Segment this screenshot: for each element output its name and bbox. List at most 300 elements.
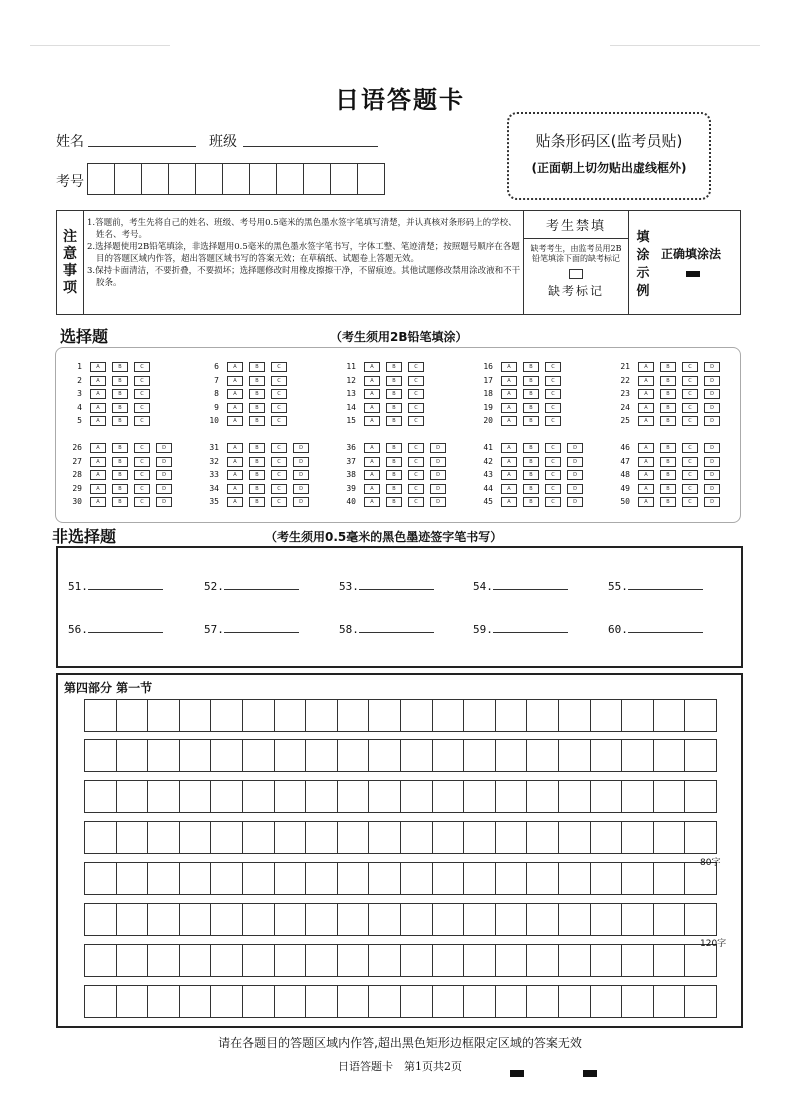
- mc-option-bubble[interactable]: C: [408, 376, 424, 386]
- mc-option-bubble[interactable]: D: [430, 443, 446, 453]
- essay-grid-cell[interactable]: [685, 904, 716, 935]
- essay-grid-cell[interactable]: [559, 700, 591, 731]
- mc-option-bubble[interactable]: A: [501, 443, 517, 453]
- essay-grid-cell[interactable]: [559, 863, 591, 894]
- mc-option-bubble[interactable]: A: [638, 457, 654, 467]
- fill-blank[interactable]: [608, 579, 703, 593]
- mc-option-bubble[interactable]: D: [704, 470, 720, 480]
- mc-option-bubble[interactable]: B: [112, 376, 128, 386]
- mc-option-bubble[interactable]: B: [386, 457, 402, 467]
- mc-option-bubble[interactable]: D: [293, 457, 309, 467]
- mc-option-bubble[interactable]: A: [364, 484, 380, 494]
- mc-option-bubble[interactable]: D: [704, 403, 720, 413]
- essay-grid-cell[interactable]: [148, 945, 180, 976]
- mc-option-bubble[interactable]: D: [156, 497, 172, 507]
- essay-grid-cell[interactable]: [401, 863, 433, 894]
- mc-option-bubble[interactable]: C: [271, 403, 287, 413]
- essay-grid-cell[interactable]: [622, 822, 654, 853]
- essay-grid-cell[interactable]: [180, 945, 212, 976]
- essay-grid-cell[interactable]: [180, 781, 212, 812]
- mc-option-bubble[interactable]: A: [90, 497, 106, 507]
- mc-option-bubble[interactable]: C: [408, 470, 424, 480]
- fill-blank-line[interactable]: [493, 622, 568, 633]
- exam-no-cell[interactable]: [304, 164, 331, 194]
- essay-grid-cell[interactable]: [559, 945, 591, 976]
- mc-option-bubble[interactable]: B: [523, 470, 539, 480]
- essay-grid-cell[interactable]: [591, 863, 623, 894]
- mc-option-bubble[interactable]: A: [364, 443, 380, 453]
- essay-grid-cell[interactable]: [401, 986, 433, 1017]
- mc-option-bubble[interactable]: A: [227, 403, 243, 413]
- essay-grid-cell[interactable]: [559, 986, 591, 1017]
- mc-option-bubble[interactable]: A: [364, 362, 380, 372]
- mc-option-bubble[interactable]: B: [112, 403, 128, 413]
- mc-option-bubble[interactable]: C: [134, 443, 150, 453]
- mc-option-bubble[interactable]: B: [249, 362, 265, 372]
- mc-option-bubble[interactable]: B: [249, 484, 265, 494]
- essay-grid-cell[interactable]: [685, 945, 716, 976]
- essay-grid-cell[interactable]: [685, 986, 716, 1017]
- mc-option-bubble[interactable]: A: [638, 376, 654, 386]
- mc-option-bubble[interactable]: B: [112, 389, 128, 399]
- fill-blank[interactable]: [608, 622, 703, 636]
- essay-grid-cell[interactable]: [591, 986, 623, 1017]
- essay-grid-cell[interactable]: [464, 700, 496, 731]
- mc-option-bubble[interactable]: C: [134, 470, 150, 480]
- mc-option-bubble[interactable]: A: [227, 497, 243, 507]
- essay-grid-cell[interactable]: [85, 822, 117, 853]
- mc-option-bubble[interactable]: A: [364, 389, 380, 399]
- essay-grid-cell[interactable]: [338, 822, 370, 853]
- mc-option-bubble[interactable]: C: [134, 376, 150, 386]
- mc-option-bubble[interactable]: A: [90, 457, 106, 467]
- essay-grid-cell[interactable]: [433, 781, 465, 812]
- essay-grid-cell[interactable]: [148, 700, 180, 731]
- fill-blank[interactable]: [68, 579, 163, 593]
- essay-grid-cell[interactable]: [211, 904, 243, 935]
- mc-option-bubble[interactable]: C: [271, 457, 287, 467]
- mc-option-bubble[interactable]: C: [408, 389, 424, 399]
- essay-grid-cell[interactable]: [654, 740, 686, 771]
- essay-grid-cell[interactable]: [306, 781, 338, 812]
- exam-no-cell[interactable]: [115, 164, 142, 194]
- mc-option-bubble[interactable]: C: [271, 362, 287, 372]
- essay-grid-cell[interactable]: [338, 863, 370, 894]
- mc-option-bubble[interactable]: D: [156, 470, 172, 480]
- mc-option-bubble[interactable]: B: [660, 389, 676, 399]
- fill-blank[interactable]: [339, 622, 434, 636]
- essay-grid-cell[interactable]: [401, 781, 433, 812]
- essay-grid-cell[interactable]: [117, 781, 149, 812]
- mc-option-bubble[interactable]: C: [134, 497, 150, 507]
- mc-option-bubble[interactable]: A: [227, 443, 243, 453]
- mc-option-bubble[interactable]: A: [227, 470, 243, 480]
- mc-option-bubble[interactable]: C: [134, 416, 150, 426]
- mc-option-bubble[interactable]: A: [638, 416, 654, 426]
- mc-option-bubble[interactable]: D: [156, 484, 172, 494]
- mc-option-bubble[interactable]: C: [408, 457, 424, 467]
- mc-option-bubble[interactable]: C: [545, 362, 561, 372]
- essay-grid-cell[interactable]: [685, 822, 716, 853]
- mc-option-bubble[interactable]: A: [227, 389, 243, 399]
- fill-blank-line[interactable]: [359, 622, 434, 633]
- exam-no-cell[interactable]: [223, 164, 250, 194]
- essay-grid-cell[interactable]: [654, 863, 686, 894]
- essay-grid-cell[interactable]: [369, 700, 401, 731]
- mc-option-bubble[interactable]: D: [293, 497, 309, 507]
- mc-option-bubble[interactable]: B: [112, 497, 128, 507]
- essay-grid-cell[interactable]: [559, 822, 591, 853]
- mc-option-bubble[interactable]: B: [660, 457, 676, 467]
- mc-option-bubble[interactable]: B: [249, 389, 265, 399]
- essay-grid-cell[interactable]: [433, 740, 465, 771]
- mc-option-bubble[interactable]: B: [386, 484, 402, 494]
- mc-option-bubble[interactable]: A: [364, 376, 380, 386]
- essay-grid-cell[interactable]: [369, 781, 401, 812]
- fill-blank-line[interactable]: [628, 622, 703, 633]
- essay-grid-cell[interactable]: [243, 945, 275, 976]
- mc-option-bubble[interactable]: D: [293, 470, 309, 480]
- mc-option-bubble[interactable]: A: [227, 484, 243, 494]
- essay-grid-cell[interactable]: [338, 986, 370, 1017]
- mc-option-bubble[interactable]: D: [430, 497, 446, 507]
- mc-option-bubble[interactable]: A: [90, 484, 106, 494]
- mc-option-bubble[interactable]: D: [430, 484, 446, 494]
- essay-grid-cell[interactable]: [622, 740, 654, 771]
- essay-grid-cell[interactable]: [275, 740, 307, 771]
- mc-option-bubble[interactable]: D: [567, 484, 583, 494]
- essay-grid-cell[interactable]: [180, 700, 212, 731]
- essay-grid-cell[interactable]: [180, 904, 212, 935]
- essay-grid-cell[interactable]: [338, 945, 370, 976]
- essay-grid-cell[interactable]: [591, 822, 623, 853]
- mc-option-bubble[interactable]: C: [545, 389, 561, 399]
- mc-option-bubble[interactable]: D: [704, 376, 720, 386]
- mc-option-bubble[interactable]: B: [660, 484, 676, 494]
- mc-option-bubble[interactable]: C: [682, 403, 698, 413]
- essay-grid-cell[interactable]: [527, 863, 559, 894]
- mc-option-bubble[interactable]: C: [408, 497, 424, 507]
- mc-option-bubble[interactable]: A: [501, 376, 517, 386]
- essay-grid-cell[interactable]: [369, 740, 401, 771]
- mc-option-bubble[interactable]: A: [501, 470, 517, 480]
- exam-no-cell[interactable]: [331, 164, 358, 194]
- mc-option-bubble[interactable]: A: [501, 389, 517, 399]
- essay-grid-cell[interactable]: [527, 781, 559, 812]
- essay-grid-cell[interactable]: [559, 904, 591, 935]
- essay-grid-cell[interactable]: [591, 945, 623, 976]
- mc-option-bubble[interactable]: B: [386, 376, 402, 386]
- essay-grid-cell[interactable]: [117, 904, 149, 935]
- mc-option-bubble[interactable]: B: [249, 416, 265, 426]
- mc-option-bubble[interactable]: B: [249, 443, 265, 453]
- mc-option-bubble[interactable]: A: [364, 403, 380, 413]
- mc-option-bubble[interactable]: C: [134, 362, 150, 372]
- essay-grid-cell[interactable]: [180, 986, 212, 1017]
- mc-option-bubble[interactable]: D: [293, 484, 309, 494]
- essay-grid-cell[interactable]: [306, 986, 338, 1017]
- mc-option-bubble[interactable]: A: [638, 362, 654, 372]
- essay-grid-cell[interactable]: [117, 822, 149, 853]
- fill-blank-line[interactable]: [224, 579, 299, 590]
- mc-option-bubble[interactable]: B: [386, 389, 402, 399]
- exam-no-cell[interactable]: [250, 164, 277, 194]
- essay-grid-cell[interactable]: [180, 863, 212, 894]
- essay-grid-cell[interactable]: [654, 781, 686, 812]
- essay-grid-cell[interactable]: [654, 986, 686, 1017]
- essay-grid-cell[interactable]: [433, 700, 465, 731]
- essay-grid-cell[interactable]: [527, 945, 559, 976]
- mc-option-bubble[interactable]: A: [364, 497, 380, 507]
- essay-grid-cell[interactable]: [148, 740, 180, 771]
- essay-grid-cell[interactable]: [306, 863, 338, 894]
- mc-option-bubble[interactable]: C: [271, 416, 287, 426]
- essay-grid-cell[interactable]: [338, 740, 370, 771]
- essay-grid-cell[interactable]: [243, 904, 275, 935]
- mc-option-bubble[interactable]: C: [271, 484, 287, 494]
- fill-blank[interactable]: [204, 622, 299, 636]
- essay-grid-cell[interactable]: [433, 863, 465, 894]
- essay-grid-cell[interactable]: [401, 740, 433, 771]
- essay-grid-cell[interactable]: [496, 904, 528, 935]
- essay-grid-cell[interactable]: [654, 945, 686, 976]
- essay-grid-cell[interactable]: [243, 781, 275, 812]
- mc-option-bubble[interactable]: D: [567, 497, 583, 507]
- essay-grid-cell[interactable]: [275, 700, 307, 731]
- essay-grid-cell[interactable]: [433, 945, 465, 976]
- essay-grid-cell[interactable]: [527, 700, 559, 731]
- mc-option-bubble[interactable]: C: [545, 376, 561, 386]
- mc-option-bubble[interactable]: A: [501, 457, 517, 467]
- mc-option-bubble[interactable]: B: [660, 362, 676, 372]
- essay-grid-cell[interactable]: [622, 986, 654, 1017]
- mc-option-bubble[interactable]: A: [227, 457, 243, 467]
- mc-option-bubble[interactable]: C: [682, 443, 698, 453]
- essay-grid-cell[interactable]: [401, 904, 433, 935]
- essay-grid-cell[interactable]: [85, 740, 117, 771]
- mc-option-bubble[interactable]: B: [112, 416, 128, 426]
- mc-option-bubble[interactable]: A: [364, 416, 380, 426]
- mc-option-bubble[interactable]: C: [682, 457, 698, 467]
- essay-grid-cell[interactable]: [685, 781, 716, 812]
- mc-option-bubble[interactable]: C: [682, 497, 698, 507]
- essay-grid-cell[interactable]: [591, 700, 623, 731]
- mc-option-bubble[interactable]: B: [660, 416, 676, 426]
- mc-option-bubble[interactable]: C: [545, 416, 561, 426]
- mc-option-bubble[interactable]: B: [660, 470, 676, 480]
- essay-grid-cell[interactable]: [464, 904, 496, 935]
- mc-option-bubble[interactable]: D: [704, 484, 720, 494]
- fill-blank-line[interactable]: [628, 579, 703, 590]
- essay-grid-cell[interactable]: [117, 700, 149, 731]
- essay-grid-cell[interactable]: [275, 822, 307, 853]
- mc-option-bubble[interactable]: B: [523, 497, 539, 507]
- exam-no-cell[interactable]: [277, 164, 304, 194]
- mc-option-bubble[interactable]: C: [682, 484, 698, 494]
- fill-blank[interactable]: [68, 622, 163, 636]
- essay-grid-cell[interactable]: [622, 781, 654, 812]
- exam-no-grid[interactable]: [87, 163, 385, 195]
- mc-option-bubble[interactable]: A: [638, 403, 654, 413]
- essay-grid-cell[interactable]: [433, 986, 465, 1017]
- essay-grid-cell[interactable]: [211, 863, 243, 894]
- mc-option-bubble[interactable]: B: [660, 403, 676, 413]
- mc-option-bubble[interactable]: D: [293, 443, 309, 453]
- mc-option-bubble[interactable]: A: [364, 457, 380, 467]
- mc-option-bubble[interactable]: B: [660, 376, 676, 386]
- essay-grid-cell[interactable]: [369, 822, 401, 853]
- mc-option-bubble[interactable]: B: [386, 470, 402, 480]
- essay-grid-cell[interactable]: [148, 781, 180, 812]
- mc-option-bubble[interactable]: C: [271, 470, 287, 480]
- essay-grid-cell[interactable]: [85, 863, 117, 894]
- mc-option-bubble[interactable]: D: [704, 497, 720, 507]
- essay-grid-cell[interactable]: [654, 904, 686, 935]
- essay-grid-cell[interactable]: [148, 904, 180, 935]
- mc-option-bubble[interactable]: B: [249, 457, 265, 467]
- essay-grid-cell[interactable]: [464, 863, 496, 894]
- essay-grid-cell[interactable]: [243, 863, 275, 894]
- mc-option-bubble[interactable]: A: [90, 443, 106, 453]
- mc-option-bubble[interactable]: D: [156, 443, 172, 453]
- essay-grid-cell[interactable]: [117, 945, 149, 976]
- mc-option-bubble[interactable]: A: [227, 362, 243, 372]
- mc-option-bubble[interactable]: B: [523, 416, 539, 426]
- mc-option-bubble[interactable]: B: [660, 497, 676, 507]
- exam-no-cell[interactable]: [196, 164, 223, 194]
- mc-option-bubble[interactable]: A: [90, 403, 106, 413]
- essay-grid-cell[interactable]: [275, 904, 307, 935]
- mc-option-bubble[interactable]: D: [430, 470, 446, 480]
- mc-option-bubble[interactable]: C: [545, 470, 561, 480]
- mc-option-bubble[interactable]: B: [249, 470, 265, 480]
- mc-option-bubble[interactable]: A: [638, 389, 654, 399]
- mc-option-bubble[interactable]: B: [660, 443, 676, 453]
- mc-option-bubble[interactable]: C: [545, 497, 561, 507]
- essay-grid-cell[interactable]: [85, 945, 117, 976]
- mc-option-bubble[interactable]: A: [501, 484, 517, 494]
- mc-option-bubble[interactable]: A: [638, 484, 654, 494]
- essay-grid-cell[interactable]: [369, 904, 401, 935]
- essay-grid-cell[interactable]: [117, 740, 149, 771]
- exam-no-cell[interactable]: [169, 164, 196, 194]
- essay-grid-cell[interactable]: [685, 740, 716, 771]
- mc-option-bubble[interactable]: C: [545, 443, 561, 453]
- mc-option-bubble[interactable]: B: [249, 497, 265, 507]
- essay-grid-cell[interactable]: [275, 945, 307, 976]
- essay-grid-cell[interactable]: [211, 781, 243, 812]
- mc-option-bubble[interactable]: A: [501, 497, 517, 507]
- mc-option-bubble[interactable]: B: [112, 457, 128, 467]
- essay-grid-cell[interactable]: [496, 822, 528, 853]
- essay-grid-cell[interactable]: [306, 822, 338, 853]
- essay-grid-cell[interactable]: [243, 700, 275, 731]
- essay-grid-cell[interactable]: [464, 945, 496, 976]
- mc-option-bubble[interactable]: C: [545, 403, 561, 413]
- essay-grid-cell[interactable]: [559, 781, 591, 812]
- mc-option-bubble[interactable]: C: [134, 457, 150, 467]
- essay-grid-cell[interactable]: [433, 904, 465, 935]
- fill-blank-line[interactable]: [493, 579, 568, 590]
- mc-option-bubble[interactable]: C: [408, 362, 424, 372]
- mc-option-bubble[interactable]: B: [112, 470, 128, 480]
- mc-option-bubble[interactable]: C: [271, 376, 287, 386]
- class-field[interactable]: [243, 146, 378, 147]
- essay-grid-cell[interactable]: [117, 863, 149, 894]
- fill-blank[interactable]: [473, 579, 568, 593]
- essay-grid-cell[interactable]: [180, 822, 212, 853]
- essay-grid-cell[interactable]: [464, 822, 496, 853]
- essay-grid-cell[interactable]: [527, 986, 559, 1017]
- mc-option-bubble[interactable]: D: [704, 362, 720, 372]
- mc-option-bubble[interactable]: C: [408, 443, 424, 453]
- essay-grid-cell[interactable]: [306, 740, 338, 771]
- essay-grid-cell[interactable]: [496, 945, 528, 976]
- essay-grid-cell[interactable]: [559, 740, 591, 771]
- essay-grid-cell[interactable]: [85, 781, 117, 812]
- essay-grid-cell[interactable]: [369, 986, 401, 1017]
- essay-grid-cell[interactable]: [464, 781, 496, 812]
- fill-blank-line[interactable]: [224, 622, 299, 633]
- name-field[interactable]: [88, 146, 196, 147]
- mc-option-bubble[interactable]: D: [704, 389, 720, 399]
- essay-grid-cell[interactable]: [211, 822, 243, 853]
- essay-grid-cell[interactable]: [306, 945, 338, 976]
- mc-option-bubble[interactable]: B: [249, 376, 265, 386]
- essay-grid-cell[interactable]: [243, 986, 275, 1017]
- mc-option-bubble[interactable]: B: [386, 403, 402, 413]
- essay-grid-cell[interactable]: [527, 822, 559, 853]
- mc-option-bubble[interactable]: D: [567, 457, 583, 467]
- mc-option-bubble[interactable]: B: [386, 497, 402, 507]
- essay-grid-cell[interactable]: [685, 700, 716, 731]
- essay-grid-cell[interactable]: [85, 904, 117, 935]
- mc-option-bubble[interactable]: C: [682, 470, 698, 480]
- mc-option-bubble[interactable]: B: [523, 403, 539, 413]
- mc-option-bubble[interactable]: A: [227, 376, 243, 386]
- mc-option-bubble[interactable]: D: [156, 457, 172, 467]
- essay-grid-cell[interactable]: [243, 822, 275, 853]
- mc-option-bubble[interactable]: D: [704, 457, 720, 467]
- essay-grid-cell[interactable]: [622, 945, 654, 976]
- essay-grid-cell[interactable]: [654, 700, 686, 731]
- essay-grid-cell[interactable]: [117, 986, 149, 1017]
- mc-option-bubble[interactable]: B: [112, 443, 128, 453]
- mc-option-bubble[interactable]: A: [364, 470, 380, 480]
- essay-grid-cell[interactable]: [211, 945, 243, 976]
- mc-option-bubble[interactable]: A: [638, 470, 654, 480]
- mc-option-bubble[interactable]: D: [567, 470, 583, 480]
- exam-no-cell[interactable]: [88, 164, 115, 194]
- mc-option-bubble[interactable]: A: [227, 416, 243, 426]
- fill-blank[interactable]: [204, 579, 299, 593]
- essay-grid-cell[interactable]: [306, 700, 338, 731]
- essay-grid-cell[interactable]: [496, 700, 528, 731]
- essay-grid-cell[interactable]: [180, 740, 212, 771]
- mc-option-bubble[interactable]: C: [271, 389, 287, 399]
- essay-grid-cell[interactable]: [306, 904, 338, 935]
- mc-option-bubble[interactable]: A: [638, 443, 654, 453]
- essay-grid-cell[interactable]: [148, 863, 180, 894]
- essay-grid-cell[interactable]: [85, 986, 117, 1017]
- mc-option-bubble[interactable]: D: [704, 443, 720, 453]
- exam-no-cell[interactable]: [358, 164, 384, 194]
- mc-option-bubble[interactable]: C: [682, 416, 698, 426]
- essay-grid-cell[interactable]: [401, 945, 433, 976]
- essay-grid-cell[interactable]: [401, 700, 433, 731]
- mc-option-bubble[interactable]: C: [545, 457, 561, 467]
- mc-option-bubble[interactable]: C: [682, 389, 698, 399]
